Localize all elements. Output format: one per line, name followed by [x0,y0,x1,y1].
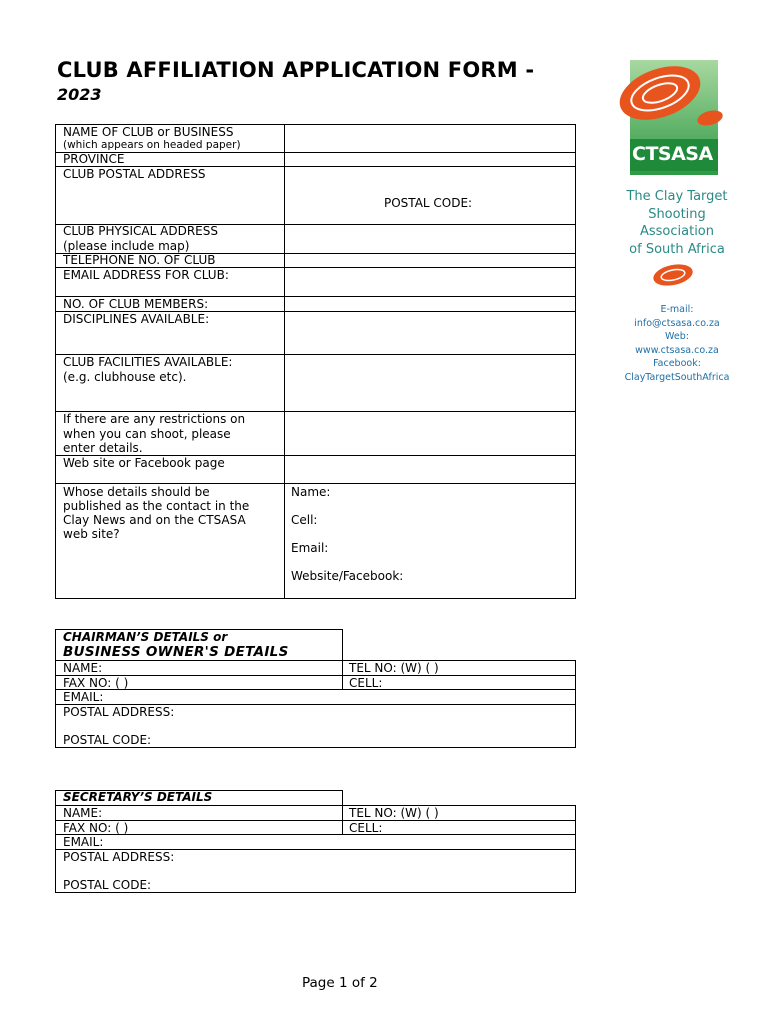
club-name-label: NAME OF CLUB or BUSINESS [63,125,234,139]
physical-address-note: (please include map) [63,239,190,253]
secretary-name-field[interactable]: NAME: [63,806,103,820]
secretary-postal-address-field[interactable]: POSTAL ADDRESS: [63,850,175,864]
postal-code-label: POSTAL CODE: [384,196,473,210]
facebook-link[interactable]: ClayTargetSouthAfrica [624,371,730,383]
chairman-tel-field[interactable]: TEL NO: (W) ( ) [349,661,439,675]
chairman-cell-field[interactable]: CELL: [349,676,383,690]
secretary-postal-code-field[interactable]: POSTAL CODE: [63,878,152,892]
website-label: Web site or Facebook page [63,456,225,470]
ctsasa-logo [612,55,730,180]
page-number: Page 1 of 2 [302,975,378,991]
chairman-postal-code-field[interactable]: POSTAL CODE: [63,733,152,747]
club-name-note: (which appears on headed paper) [63,139,241,151]
assoc-line: of South Africa [629,241,725,257]
facilities-label: CLUB FACILITIES AVAILABLE: [63,355,233,369]
postal-address-label: CLUB POSTAL ADDRESS [63,167,206,181]
secretary-email-field[interactable]: EMAIL: [63,835,104,849]
club-name-input[interactable] [285,125,575,152]
logo-contact-info [612,303,742,384]
secretary-cell-field[interactable]: CELL: [349,821,383,835]
members-input[interactable] [285,297,575,311]
facilities-input[interactable] [285,355,575,411]
telephone-label: TELEPHONE NO. OF CLUB [63,253,216,267]
secretary-fax-field[interactable]: FAX NO: ( ) [63,821,129,835]
disciplines-input[interactable] [285,312,575,354]
email-input[interactable] [285,268,575,296]
association-name [612,188,742,258]
province-input[interactable] [285,153,575,166]
chairman-header: CHAIRMAN’S DETAILS or [63,630,228,644]
secretary-header: SECRETARY’S DETAILS [63,790,213,804]
province-label: PROVINCE [63,152,125,166]
restrictions-label: enter details. [63,441,143,455]
email-link[interactable]: info@ctsasa.co.za [634,317,720,329]
assoc-line: Shooting [648,206,706,222]
physical-address-label: CLUB PHYSICAL ADDRESS [63,224,218,238]
contact-website-field[interactable]: Website/Facebook: [291,569,404,583]
chairman-fax-field[interactable]: FAX NO: ( ) [63,676,129,690]
web-label: Web: [665,331,689,342]
website-input[interactable] [285,456,575,483]
members-label: NO. OF CLUB MEMBERS: [63,297,209,311]
form-title: CLUB AFFILIATION APPLICATION FORM - [57,58,535,82]
contact-question: Whose details should be [63,485,210,499]
assoc-line: Association [639,224,715,239]
restrictions-label: If there are any restrictions on [63,412,246,426]
facilities-note: (e.g. clubhouse etc). [63,370,187,384]
contact-email-field[interactable]: Email: [291,541,329,555]
logo-brand: CTSASA [632,143,713,165]
form-year: 2023 [57,85,102,104]
chairman-email-field[interactable]: EMAIL: [63,690,104,704]
contact-cell-field[interactable]: Cell: [291,513,318,527]
email-label: E-mail: [660,304,694,315]
contact-question: web site? [63,527,120,541]
contact-question: Clay News and on the CTSASA [63,513,246,527]
small-clay-icon [648,262,698,292]
web-link[interactable]: www.ctsasa.co.za [635,344,719,356]
email-label: EMAIL ADDRESS FOR CLUB: [63,268,229,282]
restrictions-label: when you can shoot, please [63,427,231,441]
assoc-line: The Clay Target [626,189,728,204]
physical-address-input[interactable] [285,225,575,253]
telephone-input[interactable] [285,254,575,267]
chairman-postal-address-field[interactable]: POSTAL ADDRESS: [63,705,175,719]
restrictions-input[interactable] [285,412,575,455]
contact-question: published as the contact in the [63,499,250,513]
facebook-label: Facebook: [653,358,701,369]
secretary-tel-field[interactable]: TEL NO: (W) ( ) [349,806,439,820]
disciplines-label: DISCIPLINES AVAILABLE: [63,312,210,326]
contact-name-field[interactable]: Name: [291,485,331,499]
chairman-header-2: BUSINESS OWNER'S DETAILS [63,644,289,660]
chairman-name-field[interactable]: NAME: [63,661,103,675]
